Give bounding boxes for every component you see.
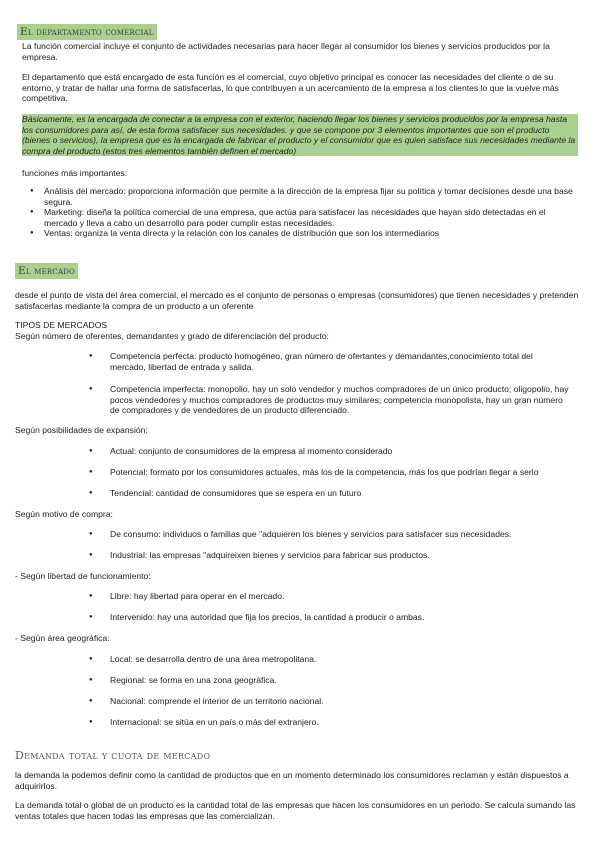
list-item: ● Intervenido: hay una autoridad que fija los precios, la cantidad a producir o ambas.: [89, 612, 425, 622]
list-item: ● Regional: se forma en una zona geográfica.: [89, 675, 277, 685]
list-item: ● Potencial: formato por los consumidores actuales, más los de la competencia, más los que podrían llegar a serlo: [89, 467, 539, 477]
list-item: ● Actual: conjunto de consumidores de la empresa al momento considerado: [89, 446, 393, 456]
highlighted-paragraph: Básicamente, es la encargada de conectar a la empresa con el exterior, haciendo llegar los bienes y servicios producidos por la empresa hasta los consumidores para así, de esta forma satisfacer sus necesidades. y que se compone por 3 elementos importantes que son el producto (bienes o servicios), la empresa que es la encargada de fabricar el producto y el consumidor que es quien satisface sus necesidades mediante la compra del producto (estos tres elementos también definen el mercado): [22, 114, 578, 156]
list-item: ● Competencia perfecta: producto homogéneo, gran número de ofertantes y demandantes,conocimiento total del mercado, libertad de entrada y salida.: [89, 351, 533, 372]
functions-list: [30, 186, 578, 239]
group-heading: Según motivo de compra:: [15, 509, 113, 519]
section-title-departamento: El departamento comercial: [17, 24, 157, 40]
section-title-demanda: Demanda total y cuota de mercado: [15, 749, 211, 762]
tipos-heading: TIPOS DE MERCADOS: [15, 320, 108, 330]
list-item: ● Industrial: las empresas "adquireixen bienes y servicios para fabricar sus productos.: [89, 550, 430, 560]
list-item: ● De consumo: individuos o familias que "adquieren los bienes y servicios para satisfacer sus necesidades.: [89, 529, 512, 539]
list-item: ● Tendencial: cantidad de consumidores que se espera en un futuro: [89, 488, 362, 498]
list-item: ● Marketing: diseña la política comercial de una empresa, que actúa para satisfacer las necesidades que hayan sido detectadas en el mercado y lleva a cabo un desarrollo para poder cumplir estas necesidades.: [30, 207, 578, 228]
paragraph: El departamento que está encargado de esta función es el comercial, cuyo objetivo principal es conocer las necesidades del cliente o de su entorno, y tratar de hallar una forma de satisfacerlas, lo que contribuyen a un acercamiento de la empresa a los clientes lo que la vuelve más competitiva.: [22, 72, 559, 104]
paragraph: desde el punto de vista del área comercial, el mercado es el conjunto de personas o empresas (consumidores) que tienen necesidades y pretenden satisfacerlas mediante la compra de un producto a un oferente: [15, 290, 579, 311]
list-item: ● Ventas: organiza la venta directa y la relación con los canales de distribución que son los intermediarios: [30, 228, 578, 239]
list-item: ● Análisis del mercado: proporciona información que permite a la dirección de la empresa fijar su política y tomar decisiones desde una base segura.: [30, 186, 578, 207]
list-item: ● Internacional: se sitúa en un país o más del extranjero.: [89, 717, 319, 727]
paragraph: la demanda la podemos definir como la cantidad de productos que en un momento determinado los consumidores reclaman y están dispuestos a adquirirlos.: [15, 770, 569, 791]
paragraph: La función comercial incluye el conjunto de actividades necesarias para hacer llegar al consumidor los bienes y servicios producidos por la empresa.: [22, 41, 550, 62]
paragraph: La demanda total o global de un producto es la cantidad total de las empresas que hacen los consumidores en un periodo. Se calcula sumando las ventas totales que hacen todas las empresas que las comercializan.: [15, 800, 576, 821]
functions-heading: funciones más importantes:: [22, 168, 128, 178]
list-item: ● Local: se desarrolla dentro de una área metropolitana.: [89, 654, 317, 664]
group-heading: Según posibilidades de expansión:: [15, 425, 148, 435]
group-heading: Según número de oferentes, demandantes y grado de diferenciación del producto:: [15, 331, 329, 341]
list-item: ● Competencia imperfecta: monopolio, hay un solo vendedor y muchos compradores de un único producto; oligopolio, hay pocos vendedores y muchos compradores de productos muy similares; competencia monopolista, hay un gran número de compradores y de vendedores de un producto diferenciado.: [89, 384, 569, 416]
group-heading: - Según libertad de funcionamiento:: [15, 571, 151, 581]
list-item: ● Libre: hay libertad para operar en el mercado.: [89, 591, 285, 601]
group-heading: - Según área geográfica:: [15, 633, 110, 643]
list-item: ● Nacional: comprende el interior de un territorio nacional.: [89, 696, 324, 706]
section-title-mercado: El mercado: [15, 263, 78, 279]
